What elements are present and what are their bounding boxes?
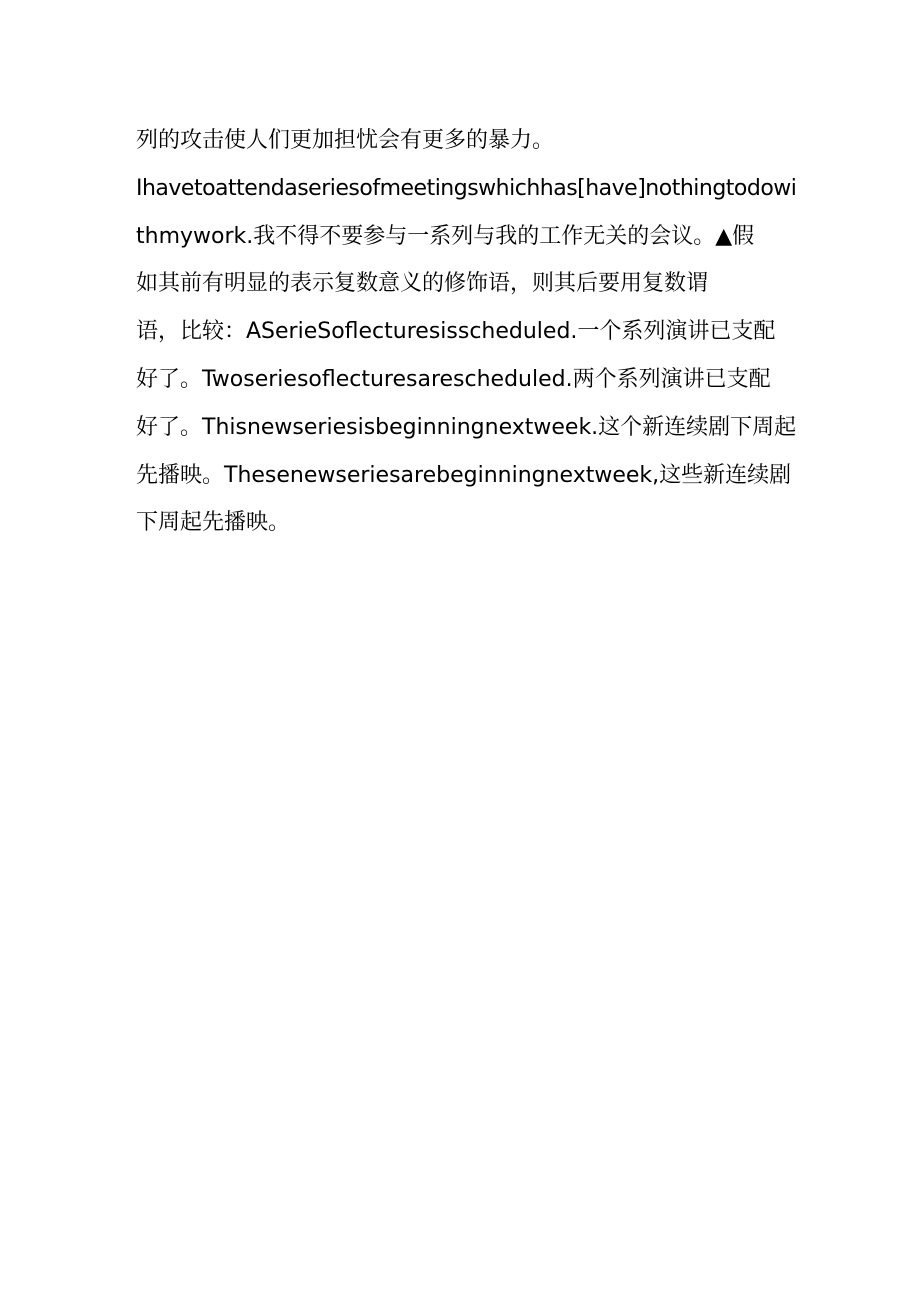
text-line: 如其前有明显的表示复数意义的修饰语，则其后要用复数谓 xyxy=(136,271,709,297)
text-line: 先播映。Thesenewseriesarebeginningnextweek,这些新连续剧 xyxy=(136,462,792,488)
text-line: thmywork.我不得不要参与一系列与我的工作无关的会议。▲假 xyxy=(136,223,755,249)
text-line: 好了。Twoseriesoflecturesarescheduled.两个系列演讲已支配 xyxy=(136,366,771,392)
body-paragraph xyxy=(136,117,796,547)
text-line: 列的攻击使人们更加担忧会有更多的暴力。 xyxy=(136,128,555,153)
text-line: 下周起先播映。 xyxy=(136,510,291,536)
text-line: Ihavetoattendaseriesofmeetingswhichhas[have]nothingtodowi xyxy=(136,175,797,201)
text-line: 好了。Thisnewseriesisbeginningnextweek.这个新连续剧下周起 xyxy=(136,414,797,440)
text-line: 语，比较：ASerieSoflecturesisscheduled.一个系列演讲已支配 xyxy=(136,319,776,345)
